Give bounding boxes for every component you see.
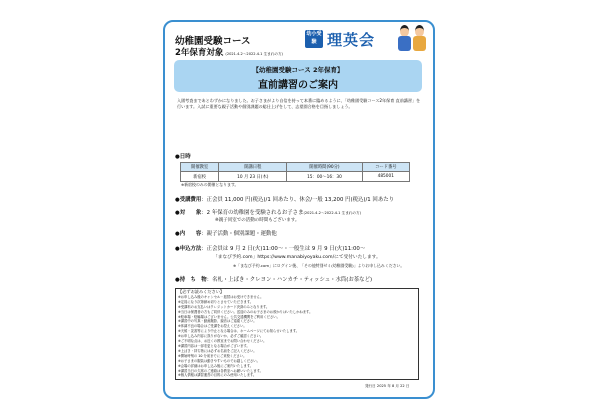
note-line: ※定員になり次第締め切りとさせていただきます。 <box>178 299 254 304</box>
logo-name: 理英会 <box>327 31 376 49</box>
note-line: ※お申し込み内容に誤りがないか、必ずご確認ください。 <box>178 334 264 339</box>
schedule-column-header: 開講日程 <box>219 163 287 172</box>
table-cell: 新宿校 <box>181 172 219 182</box>
note-line: ※講習中の写真・動画撮影、録音はご遠慮ください。 <box>178 319 257 324</box>
fee-line <box>175 195 394 203</box>
note-line: ※個人情報は講習運営の目的にのみ使用いたします。 <box>178 373 257 378</box>
target-subnote: ※親子同室での活動の時間もございます。 <box>215 218 300 223</box>
note-line: ※駐車場・駐輪場はございません。公共交通機関をご利用ください。 <box>178 314 280 319</box>
items-label: ●持 ち 物 <box>175 277 207 283</box>
flyer-sheet <box>163 20 435 399</box>
notes-list <box>178 295 416 378</box>
schedule-column-header: コード番号 <box>362 163 409 172</box>
apply-label: ●申込方法 <box>175 246 202 252</box>
target-line <box>175 208 361 216</box>
note-line: ※講習内容は一部変更となる場合がございます。 <box>178 343 250 348</box>
schedule-note: ※新宿校のみの開催となります。 <box>181 182 239 187</box>
intro-text: 入園考査まであとわずかになりました。お子さまがより自信を持って本番に臨めるように、「幼稚園受験コース2年保育 直前講習」を行います。入試に重要な親子活動や個別課題の総仕上げをして、志望園合格を目指しましょう。 <box>177 98 421 110</box>
girl-illustration-icon <box>413 25 426 53</box>
brand-logo <box>305 25 430 65</box>
note-line: ※天候・災害等により中止となる場合は、ホームページにてお知らせいたします。 <box>178 329 300 334</box>
apply-text: ：正会員は 9 月 2 日(火)11:00～・一般生は 9 月 9 日(火)11:00～ <box>201 246 366 252</box>
content-line <box>175 229 277 237</box>
note-line: ※上ばき・持ち物には必ずお名前をご記入ください。 <box>178 348 257 353</box>
banner-title: 直前講習のご案内 <box>258 80 338 91</box>
subtitle-text: 2年保育対象 <box>175 48 224 58</box>
fee-label: ●受講費用 <box>175 197 202 203</box>
note-line: ※講習当日の欠席のご連絡は各教室へお願いいたします。 <box>178 368 263 373</box>
notes-title: 【必ずお読みください】 <box>178 289 225 294</box>
schedule-column-header: 開催教室 <box>181 163 219 172</box>
note-line: ※ご不明な点は、お近くの教室までお問い合わせください。 <box>178 339 267 344</box>
logo-badge: 幼小受験 <box>305 30 323 48</box>
note-line: ※開始時刻の 10 分前までにご来校ください。 <box>178 353 247 358</box>
table-cell: 10 月 23 日(木) <box>219 172 287 182</box>
note-line: ※お申し込み後のキャンセル・振替はお受けできません。 <box>178 294 264 299</box>
birth-note: (2021.4.2～2022.4.1 生まれの方) <box>225 52 283 56</box>
course-title: 幼稚園受験コース <box>175 36 251 47</box>
schedule-heading: ●日時 <box>175 154 191 160</box>
note-line: ※当日は保護者の方もご同伴ください。送迎のみのお子さまのお預かりはいたしかねます。 <box>178 309 313 314</box>
banner-course: 【幼稚園受験コース 2年保育】 <box>252 66 344 74</box>
items-line <box>175 275 372 283</box>
target-text: ：2 年保育の幼稚園を受験されるお子さま <box>201 210 304 216</box>
table-row <box>181 172 410 182</box>
target-note: (2021.4.2～2022.4.1 生まれの方) <box>303 211 361 215</box>
schedule-table <box>180 162 410 182</box>
note-line: ※会場の詳細はお申し込み後にご案内いたします。 <box>178 363 254 368</box>
target-label: ●対 象 <box>175 210 202 216</box>
schedule-header-row <box>181 163 410 172</box>
items-text: ：名札・上ばき・クレヨン・ハンカチ・ティッシュ・水筒(お茶など) <box>206 277 373 283</box>
note-line: ※受講料のお支払いはクレジットカード決済のみとなります。 <box>178 304 270 309</box>
notes-box <box>175 288 419 380</box>
content-label: ●内 容 <box>175 231 202 237</box>
apply-url-line: 「まなび予約.com」https://www.manabiyoyaku.com/にて受付いたします。 <box>213 255 381 260</box>
apply-line <box>175 244 365 252</box>
content-text: ：親子活動・個別課題・運動他 <box>201 231 277 237</box>
course-subtitle <box>175 46 283 58</box>
table-cell: 15：00～16：30 <box>287 172 362 182</box>
table-cell: 485001 <box>362 172 409 182</box>
schedule-column-header: 開催時間(90分) <box>287 163 362 172</box>
schedule-body <box>181 172 410 182</box>
apply-note: ※「まなび予約.com」にログイン後、「その他特別ゼミ(幼稚園受験)」よりお申し込みください。 <box>233 263 405 268</box>
boy-illustration-icon <box>398 25 411 53</box>
note-line: ※体調不良の場合はご受講をお控えください。 <box>178 324 247 329</box>
note-line: ※お子さまの服装は動きやすいものでお越しください。 <box>178 358 260 363</box>
fee-text: ：正会員 11,000 円(税込)/1 回あたり、休会/一般 13,200 円(税込)/1 回あたり <box>201 197 394 203</box>
issue-date: 発行日 2025 年 8 月 22 日 <box>365 384 410 388</box>
title-banner <box>174 60 422 92</box>
